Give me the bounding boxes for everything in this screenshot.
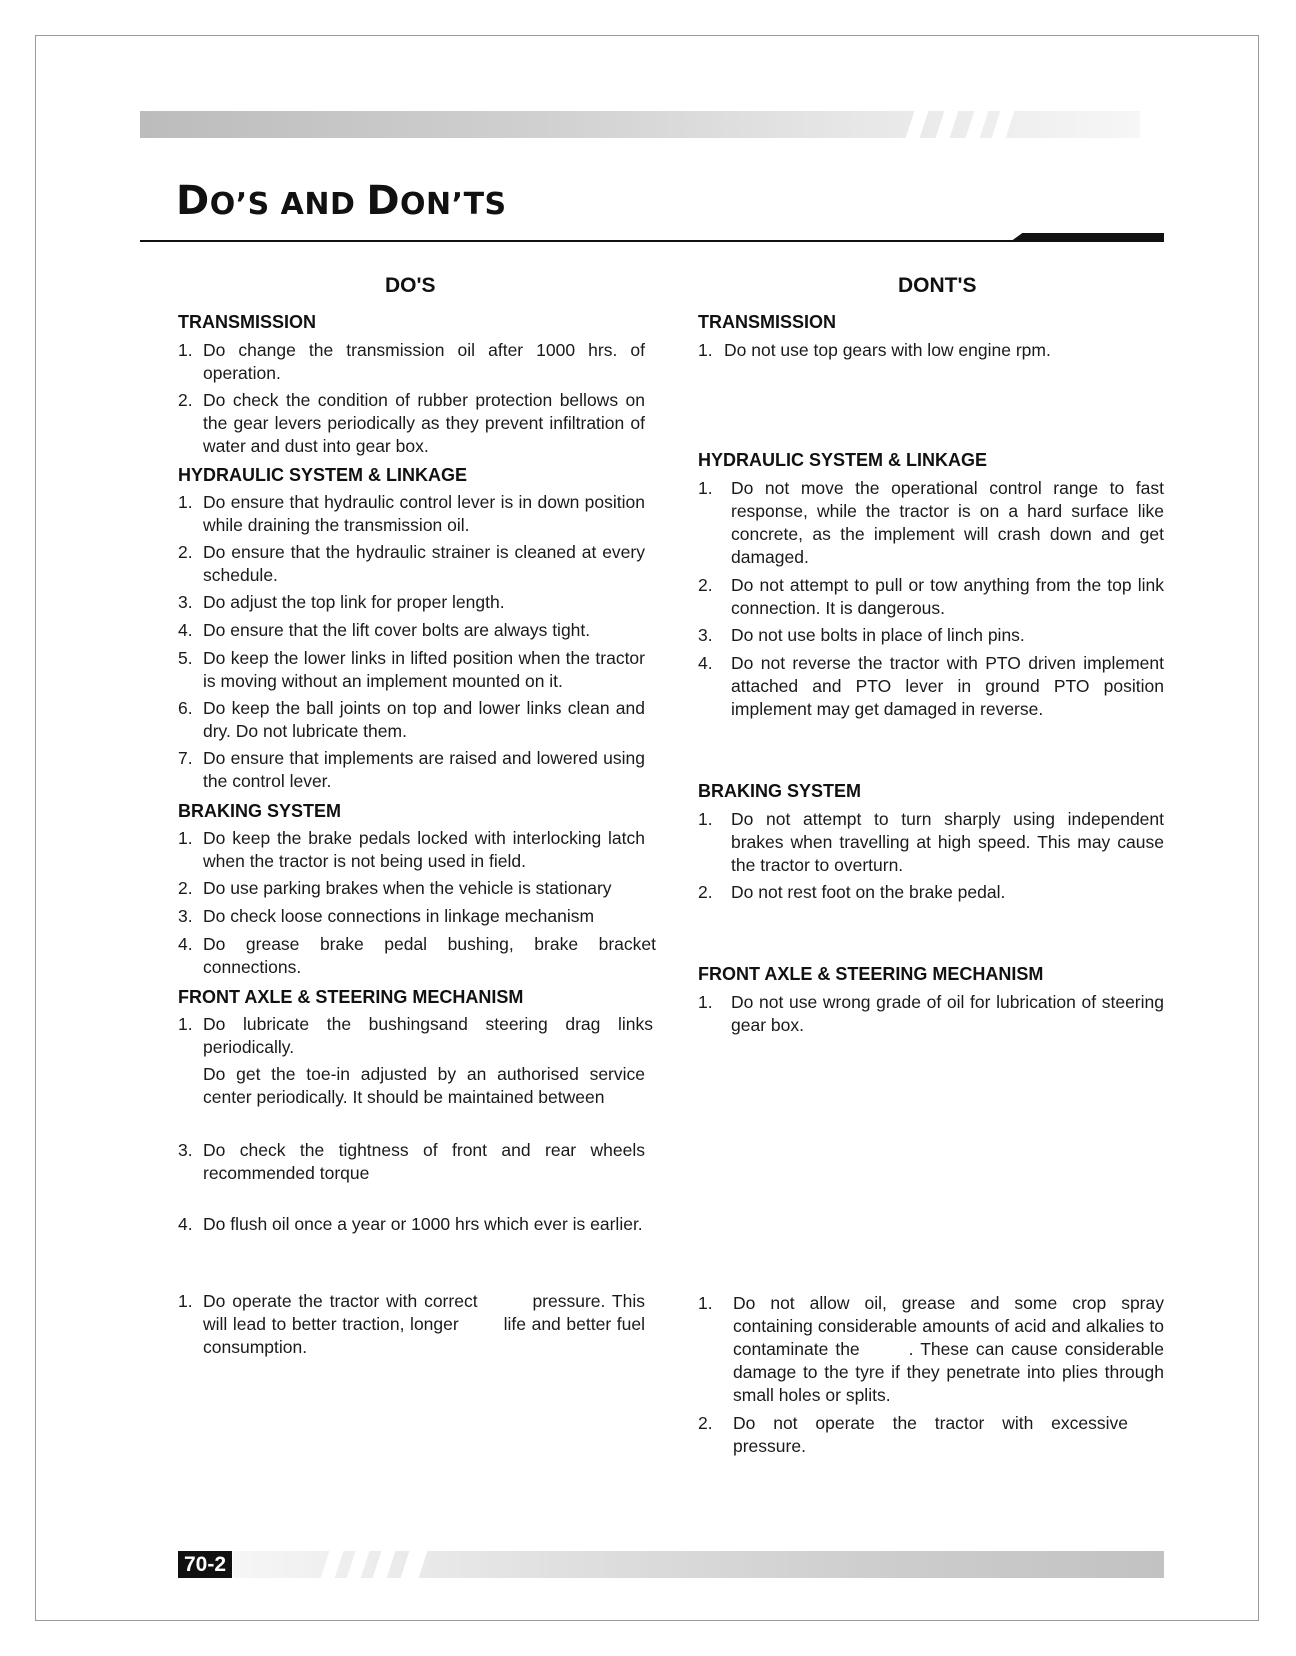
page-title: DO’S AND DON’TS [176, 178, 507, 224]
list-item: 3. Do check the tightness of front and rear wheels recommended torque [178, 1140, 645, 1183]
list-item: 1. Do ensure that hydraulic control lever is in down position while draining the transmission oil. [178, 492, 645, 535]
list-item: 4. Do flush oil once a year or 1000 hrs which ever is earlier. [178, 1214, 643, 1234]
list-item: 4. Do ensure that the lift cover bolts are always tight. [178, 620, 591, 640]
list-item: 7. Do ensure that implements are raised and lowered using the control lever. [178, 748, 645, 791]
list-item: 1. Do not use top gears with low engine rpm. [698, 340, 1051, 360]
list-item: 3. Do check loose connections in linkage mechanism [178, 906, 595, 926]
list-item: 1. Do change the transmission oil after 1000 hrs. of operation. [178, 340, 645, 383]
donts-hydraulic-title: HYDRAULIC SYSTEM & LINKAGE [698, 450, 988, 470]
list-item: 2. Do use parking brakes when the vehicle is stationary [178, 878, 612, 898]
list-item: 2. Do not operate the tractor with excessive pressure. [698, 1413, 1167, 1456]
list-item: 1. Do keep the brake pedals locked with interlocking latch when the tractor is not being used in field. [178, 828, 645, 871]
dos-braking-title: BRAKING SYSTEM [178, 801, 342, 821]
donts-braking-title: BRAKING SYSTEM [698, 781, 862, 801]
title-underline-wedge [1010, 233, 1164, 242]
list-item: 1. Do lubricate the bushingsand steering drag links periodically. [178, 1014, 653, 1057]
list-item: 2. Do check the condition of rubber protection bellows on the gear levers periodically as they prevent infiltration of water and dust into gear box. [178, 390, 645, 456]
donts-transmission-title: TRANSMISSION [698, 312, 837, 332]
header-decor-bar [140, 111, 1140, 138]
list-item: 3. Do adjust the top link for proper length. [178, 592, 505, 612]
list-item: 1. Do not use wrong grade of oil for lubrication of steering gear box. [698, 992, 1164, 1035]
list-item: 4. Do grease brake pedal bushing, brake bracket connections. [178, 934, 656, 977]
dos-front-axle-title: FRONT AXLE & STEERING MECHANISM [178, 987, 524, 1007]
list-item: Do get the toe-in adjusted by an authorised service center periodically. It should be maintained between [203, 1064, 645, 1107]
list-item: 5. Do keep the lower links in lifted position when the tractor is moving without an implement mounted on it. [178, 648, 645, 691]
page-number: 70-2 [178, 1551, 232, 1578]
list-item: 4. Do not reverse the tractor with PTO driven implement attached and PTO lever in ground PTO position implement may get damaged in reverse. [698, 653, 1164, 719]
list-item: 1. Do not allow oil, grease and some crop spray containing considerable amounts of acid and alkalies to contaminate the . These can cause considerable damage to the tyre if they penetrate into plies through small holes or splits. [698, 1293, 1169, 1405]
list-item: 1. Do operate the tractor with correct pressure. This will lead to better traction, longer life and better fuel consumption. [178, 1291, 650, 1357]
list-item: 1. Do not move the operational control range to fast response, while the tractor is on a hard surface like concrete, as the implement will crash down and get damaged. [698, 478, 1164, 567]
dos-heading: DO'S [385, 274, 436, 297]
donts-front-axle-title: FRONT AXLE & STEERING MECHANISM [698, 964, 1044, 984]
donts-heading: DONT'S [898, 274, 977, 297]
dos-transmission-title: TRANSMISSION [178, 312, 317, 332]
list-item: 2. Do ensure that the hydraulic strainer is cleaned at every schedule. [178, 542, 645, 585]
list-item: 3. Do not use bolts in place of linch pins. [698, 625, 1025, 645]
list-item: 1. Do not attempt to turn sharply using independent brakes when travelling at high speed. This may cause the tractor to overturn. [698, 809, 1164, 875]
title-underline [140, 240, 1164, 242]
list-item: 2. Do not attempt to pull or tow anything from the top link connection. It is dangerous. [698, 575, 1164, 618]
list-item: 2. Do not rest foot on the brake pedal. [698, 882, 1006, 902]
dos-hydraulic-title: HYDRAULIC SYSTEM & LINKAGE [178, 465, 468, 485]
footer-decor-bar [233, 1551, 1164, 1578]
list-item: 6. Do keep the ball joints on top and lower links clean and dry. Do not lubricate them. [178, 698, 645, 741]
